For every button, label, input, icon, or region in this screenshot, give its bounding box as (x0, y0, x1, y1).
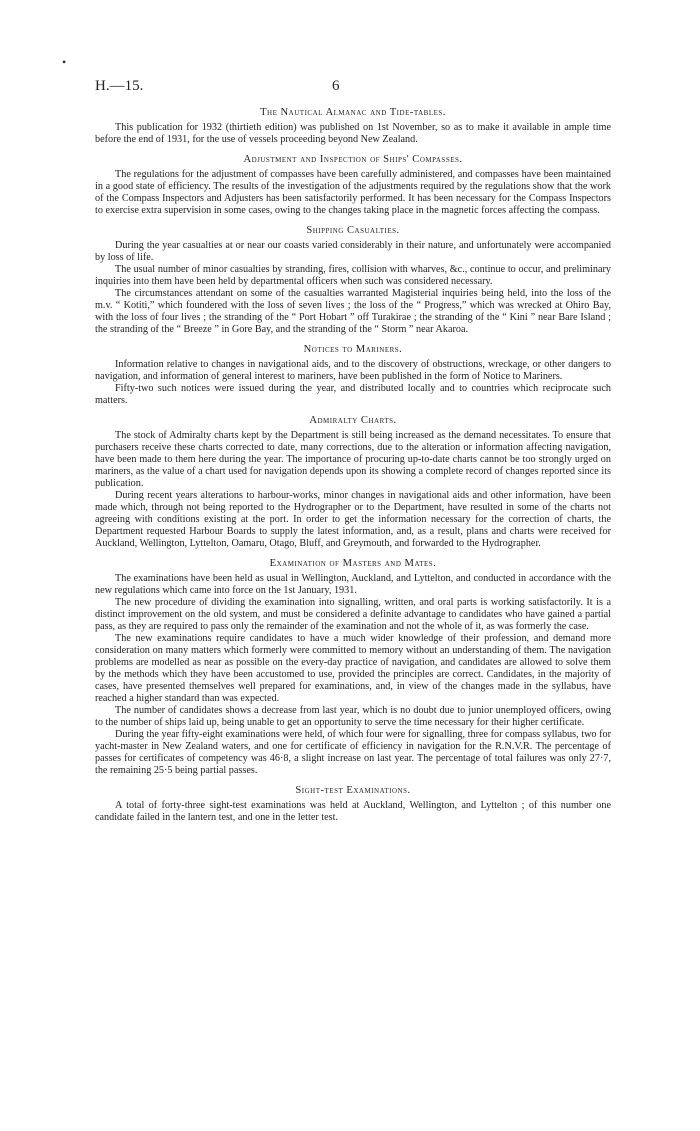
paragraph: During the year fifty-eight examinations were held, of which four were for signalling, three for compass syllabus, two for yacht-master in New Zealand waters, and one for certificate of efficiency in navigation for the R.N.V.R. The percentage of passes for certificates of competency was 46·8, a slight increase on last year. The percentage of total failures was only 27·7, the remaining 25·5 being partial passes. (95, 729, 611, 776)
document-reference: H.—15. (95, 78, 144, 94)
stray-mark: • (62, 55, 67, 69)
paragraph: A total of forty-three sight-test examinations was held at Auckland, Wellington, and Lyttelton ; of this number one candidate failed in the lantern test, and one in the letter test. (95, 800, 611, 823)
paragraph: Information relative to changes in navigational aids, and to the discovery of obstructions, wreckage, or other dangers to navigation, and information of general interest to mariners, have been published in the form of Notice to Mariners. (95, 359, 611, 382)
document-body (95, 106, 611, 824)
paragraph: This publication for 1932 (thirtieth edition) was published on 1st November, so as to make it available in ample time before the end of 1931, for the use of vessels proceeding beyond New Zealand. (95, 122, 611, 145)
page-number: 6 (332, 78, 340, 94)
section-title-sight-test: Sight-test Examinations. (295, 785, 411, 796)
section-title-nautical-almanac: The Nautical Almanac and Tide-tables. (260, 107, 446, 118)
paragraph: The new examinations require candidates to have a much wider knowledge of their profession, and demand more consideration on many matters which formerly were committed to memory without an understanding of them. The navigation problems are modelled as near as possible on the every-day practice of navigation, and candidates are allowed to solve them by the methods which they have been accustomed to use, provided the principles are correct. Candidates, in the majority of cases, have presented themselves well prepared for examinations, and, in view of the changes made in the syllabus, have reached a higher standard than was expected. (95, 633, 611, 704)
section-title-notices-to-mariners: Notices to Mariners. (303, 344, 403, 355)
paragraph: The new procedure of dividing the examination into signalling, written, and oral parts is working satisfactorily. It is a distinct improvement on the old system, and must be considered a definite advantage to candidates who have gained a partial pass, as they are required to pass only the remainder of the examination and not the whole of it, as was formerly the case. (95, 597, 611, 632)
paragraph: The stock of Admiralty charts kept by the Department is still being increased as the demand necessitates. To ensure that purchasers receive these charts corrected to date, many corrections, due to the alteration or information affecting navigation, have been made to them here during the year. The importance of procuring up-to-date charts cannot be too strongly urged on mariners, as the value of a chart used for navigation depends upon its showing a complete record of changes reported since its publication. (95, 430, 611, 489)
paragraph: The circumstances attendant on some of the casualties warranted Magisterial inquiries being held, into the loss of the m.v. “ Kotiti,” which foundered with the loss of seven lives ; the loss of the “ Progress,” which was wrecked at Ohiro Bay, with the loss of four lives ; the stranding of the “ Port Hobart ” off Turakirae ; the stranding of the “ Kini ” near Bare Island ; the stranding of the “ Breeze ” in Gore Bay, and the stranding of the “ Storm ” near Akaroa. (95, 288, 611, 335)
section-title-compasses: Adjustment and Inspection of Ships' Compasses. (243, 154, 463, 165)
paragraph: The regulations for the adjustment of compasses have been carefully administered, and compasses have been maintained in a good state of efficiency. The results of the investigation of the adjustments required by the regulations show that the work of the Compass Inspectors and Adjusters has been satisfactorily performed. It has been necessary for the Compass Inspectors to exercise extra supervision in some cases, owing to the changes taking place in the magnetic forces affecting the compass. (95, 169, 611, 216)
section-title-shipping-casualties: Shipping Casualties. (306, 225, 400, 236)
paragraph: During the year casualties at or near our coasts varied considerably in their nature, and unfortunately were accompanied by loss of life. (95, 240, 611, 263)
section-title-examination-masters-mates: Examination of Masters and Mates. (269, 558, 437, 569)
paragraph: During recent years alterations to harbour-works, minor changes in navigational aids and other information, have been made which, through not being reported to the Hydrographer or to the Department, have resulted in some of the charts not agreeing with conditions existing at the port. In order to get the information necessary for the correction of charts, the Department requested Harbour Boards to supply the latest information, and, as a result, plans and charts were received for Auckland, Wellington, Lyttelton, Oamaru, Otago, Bluff, and Greymouth, and forwarded to the Hydrographer. (95, 490, 611, 549)
paragraph: Fifty-two such notices were issued during the year, and distributed locally and to countries which reciprocate such matters. (95, 383, 611, 406)
paragraph: The number of candidates shows a decrease from last year, which is no doubt due to junior unemployed officers, owing to the number of ships laid up, being unable to get an opportunity to serve the time necessary for their higher certificate. (95, 705, 611, 728)
page-header (95, 78, 611, 98)
paragraph: The usual number of minor casualties by stranding, fires, collision with wharves, &c., continue to occur, and preliminary inquiries into them have been held by departmental officers when such was considered necessary. (95, 264, 611, 287)
section-title-admiralty-charts: Admiralty Charts. (309, 415, 397, 426)
paragraph: The examinations have been held as usual in Wellington, Auckland, and Lyttelton, and conducted in accordance with the new regulations which came into force on the 1st January, 1931. (95, 573, 611, 596)
